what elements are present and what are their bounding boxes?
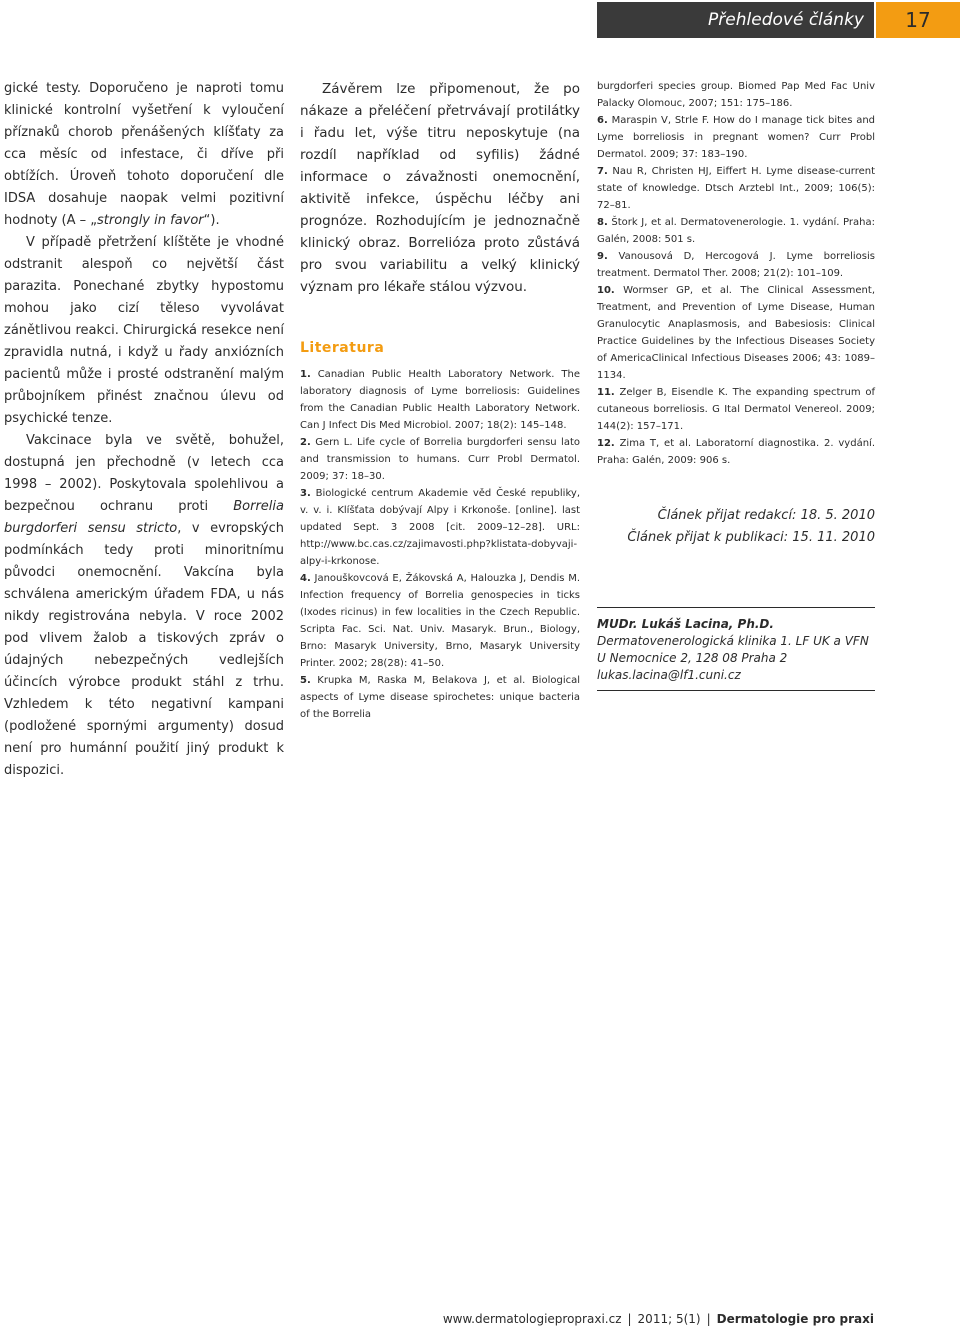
ref-text: Biologické centrum Akademie věd České republiky, v. v. i. Klíšťata dobývají Alpy i Krkonoše. [online]. last updated Sept. 3 2008 [cit. 2009–12–28]. URL: http://www.bc.cas.cz/zajimavosti.php?klistata-dobyvaji-alpy-i-krkonose. (300, 488, 580, 567)
paragraph-vaccination (4, 430, 284, 782)
ref-text: Maraspin V, Strle F. How do I manage tick bites and Lyme borreliosis in pregnant women? Curr Probl Dermatol. 2009; 37: 183–190. (597, 115, 876, 160)
text-span: , v evropských podmínkách tedy proti minoritnímu původci onemocnění. Vakcína byla schválena americkým úřadem FDA, u nás nikdy registrována nebyla. V roce 2002 pod vlivem žalob a tiskových zpráv o údajných nebezpečných vedlejších účincích výrobce produkt stáhl z trhu. Vzhledem k této negativní kampani (podložené spornými argumenty) dosud není pro humánní použití jiný produkt k dispozici. (4, 521, 285, 778)
footer-separator: | (706, 1312, 711, 1326)
text-span: Vakcinace byla ve světě, bohužel, dostupná jen přechodně (v letech cca 1998 – 2002). Poskytovala spolehlivou a bezpečnou ochranu proti (4, 433, 284, 514)
ref-text: Vanousová D, Hercogová J. Lyme borreliosis treatment. Dermatol Ther. 2008; 21(2): 101–109. (597, 251, 875, 279)
column-right (597, 78, 875, 691)
reference-list (300, 366, 580, 723)
ref-number: 12. (597, 438, 615, 449)
reference-item (597, 384, 875, 435)
author-address: U Nemocnice 2, 128 08 Praha 2 (597, 651, 788, 665)
ref-number: 6. (597, 115, 608, 126)
column-middle (300, 78, 580, 723)
reference-item (597, 112, 875, 163)
text-span: “). (203, 213, 220, 228)
reference-item (597, 248, 875, 282)
reference-item (300, 434, 580, 485)
author-department: Dermatovenerologická klinika 1. LF UK a VFN (597, 634, 869, 648)
magazine-name: Dermatologie pro praxi (716, 1312, 874, 1326)
reference-item (597, 163, 875, 214)
ref-text: Zelger B, Eisendle K. The expanding spectrum of cutaneous borreliosis. G Ital Dermatol Venereol. 2009; 144(2): 157–171. (597, 387, 875, 432)
issue-info: 2011; 5(1) (637, 1312, 701, 1326)
author-box (597, 607, 875, 691)
reference-continuation: burgdorferi species group. Biomed Pap Med Fac Univ Palacky Olomouc, 2007; 151: 175–186. (597, 81, 875, 109)
ref-text: Canadian Public Health Laboratory Network. The laboratory diagnosis of Lyme borreliosis: Guidelines from the Canadian Public Health Laboratory Network. Can J Infect Dis Med Microbiol. 2007; 18(2): 145–148. (300, 369, 580, 431)
reference-item (300, 366, 580, 434)
paragraph-conclusion: Závěrem lze připomenout, že po nákaze a přeléčení přetrvávají protilátky i řadu let, výše titru neposkytuje (na rozdíl například od syfilis) žádné informace o závažnosti onemocnění, aktivitě infekce, úspěchu léčby ani prognóze. Rozhodujícím je jednoznačně klinický obraz. Borrelióza proto zůstává pro svou variabilitu a velký klinický význam pro lékaře stálou výzvou. (300, 81, 580, 295)
section-title: Přehledové články (597, 2, 874, 38)
author-name: MUDr. Lukáš Lacina, Ph.D. (597, 617, 774, 631)
reference-item (300, 570, 580, 672)
accepted-date: Článek přijat k publikaci: 15. 11. 2010 (627, 530, 875, 545)
author-email[interactable]: lukas.lacina@lf1.cuni.cz (597, 668, 741, 682)
reference-item (300, 672, 580, 723)
ref-number: 7. (597, 166, 608, 177)
ref-number: 8. (597, 217, 608, 228)
ref-number: 1. (300, 369, 311, 380)
reference-item (597, 282, 875, 384)
ref-text: Štork J, et al. Dermatovenerologie. 1. vydání. Praha: Galén, 2008: 501 s. (597, 217, 875, 245)
article-dates (597, 505, 875, 549)
received-date: Článek přijat redakcí: 18. 5. 2010 (657, 508, 875, 523)
ref-text: Wormser GP, et al. The Clinical Assessment, Treatment, and Prevention of Lyme Disease, Human Granulocytic Anaplasmosis, and Babesiosis: Clinical Practice Guidelines by the Infectious Diseases Society of AmericaClinical Infectious Diseases 2006; 43: 1089–1134. (597, 285, 875, 381)
running-footer (420, 1312, 874, 1326)
text-span: gické testy. Doporučeno je naproti tomu klinické kontrolní vyšetření k vyloučení příznaků chorob přenášených klíšťaty za cca měsíc od infestace, či dříve při obtížích. Úroveň tohoto doporučení dle IDSA dosahuje naopak velmi pozitivní hodnoty (A – „ (4, 81, 284, 228)
page-number: 17 (876, 2, 960, 38)
ref-number: 10. (597, 285, 615, 296)
ref-number: 3. (300, 488, 311, 499)
ref-number: 11. (597, 387, 615, 398)
ref-number: 2. (300, 437, 311, 448)
ref-number: 5. (300, 675, 311, 686)
italic-term: strongly in favor (97, 213, 204, 228)
ref-text: Janouškovcová E, Žákovská A, Halouzka J, Dendis M. Infection frequency of Borrelia genospecies in ticks (Ixodes ricinus) in few localities in the Czech Republic. Scripta Fac. Sci. Nat. Univ. Masaryk. Brun., Biology, Brno: Masaryk University, Brno, Masaryk University Printer. 2002; 28(28): 41–50. (300, 573, 581, 669)
ref-text: Krupka M, Raska M, Belakova J, et al. Biological aspects of Lyme disease spirochetes: unique bacteria of the Borrelia (300, 675, 580, 720)
paragraph-tick-removal: V případě přetržení klíštěte je vhodné odstranit alespoň co největší část parazita. Ponechané zbytky hypostomu mohou jako cizí těleso vyvolávat zánětlivou reakci. Chirurgická resekce není zpravidla nutná, i když u řady anxiózních pacientů může i prosté odstranění malým průbojníkem přinést značnou úlevu od psychické tenze. (4, 235, 284, 426)
ref-text: Nau R, Christen HJ, Eiffert H. Lyme disease-current state of knowledge. Dtsch Arztebl Int., 2009; 106(5): 72–81. (597, 166, 875, 211)
reference-item (300, 485, 580, 570)
references-heading: Literatura (300, 340, 385, 356)
paragraph-testing (4, 78, 284, 232)
italic-term: Borrelia burgdorferi sensu stricto (4, 499, 284, 536)
ref-text: Zima T, et al. Laboratorní diagnostika. 2. vydání. Praha: Galén, 2009: 906 s. (597, 438, 875, 466)
ref-text: Gern L. Life cycle of Borrelia burgdorferi sensu lato and transmission to humans. Curr Probl Dermatol. 2009; 37: 18–30. (300, 437, 580, 482)
ref-number: 4. (300, 573, 311, 584)
running-header (597, 2, 960, 38)
footer-separator: | (627, 1312, 632, 1326)
website-link[interactable]: www.dermatologiepropraxi.cz (442, 1312, 622, 1326)
column-left (4, 78, 284, 782)
reference-item (597, 435, 875, 469)
ref-number: 9. (597, 251, 608, 262)
reference-item (597, 214, 875, 248)
